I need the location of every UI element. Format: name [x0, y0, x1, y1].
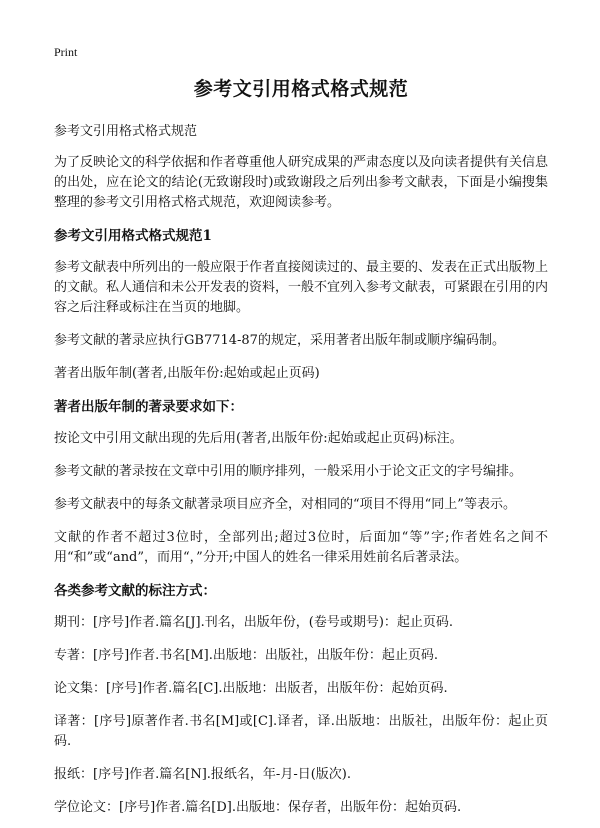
section-1-paragraph-1: 参考文献表中所列出的一般应限于作者直接阅读过的、最主要的、发表在正式出版物上的文献。私人通信和未公开发表的资料，一般不宜列入参考文献表，可紧跟在引用的内容之后注释或标注在当页的地脚。 [54, 260, 549, 315]
section-2-heading: 著者出版年制的著录要求如下： [54, 399, 243, 415]
intro-paragraph: 为了反映论文的科学依据和作者尊重他人研究成果的严肃态度以及向读者提供有关信息的出处，应在论文的结论(无致谢段时)或致谢段之后列出参考文献表，下面是小编搜集整理的参考文引用格式格式规范，欢迎阅读参考。 [54, 155, 549, 210]
print-label: Print [54, 45, 78, 59]
section-2-paragraph-4: 文献的作者不超过3位时，全部列出;超过3位时，后面加“等”字;作者姓名之间不用“和”或“and”，而用“，”分开;中国人的姓名一律采用姓前名后著录法。 [54, 530, 548, 565]
page-title: 参考文引用格式格式规范 [193, 78, 409, 100]
section-2-paragraph-3: 参考文献表中的每条文献著录项目应齐全，对相同的“项目不得用“同上”等表示。 [54, 497, 516, 512]
section-1-heading: 参考文引用格式格式规范1 [54, 228, 212, 244]
citation-format-journal: 期刊：[序号]作者.篇名[J].刊名，出版年份，(卷号或期号)：起止页码. [54, 615, 454, 630]
citation-format-thesis: 学位论文：[序号]作者.篇名[D].出版地：保存者，出版年份：起始页码. [54, 800, 462, 815]
section-2-paragraph-2: 参考文献的著录按在文章中引用的顺序排列，一般采用小于论文正文的字号编排。 [54, 464, 523, 479]
citation-format-translation: 译著：[序号]原著作者.书名[M]或[C].译者，译.出版地：出版社，出版年份：起止页码. [54, 714, 548, 749]
citation-format-proceedings: 论文集：[序号]作者.篇名[C].出版地：出版者，出版年份：起始页码. [54, 681, 448, 696]
citation-format-monograph: 专著：[序号]作者.书名[M].出版地：出版社，出版年份：起止页码. [54, 648, 438, 663]
section-1-paragraph-3: 著者出版年制(著者,出版年份:起始或起止页码) [54, 366, 320, 381]
citation-format-newspaper: 报纸：[序号]作者.篇名[N].报纸名，年-月-日(版次). [54, 767, 351, 782]
section-2-paragraph-1: 按论文中引用文献出现的先后用(著者,出版年份:起始或起止页码)标注。 [54, 431, 463, 446]
section-3-heading: 各类参考文献的标注方式： [54, 583, 216, 599]
section-1-paragraph-2: 参考文献的著录应执行GB7714-87的规定，采用著者出版年制或顺序编码制。 [54, 333, 505, 348]
subtitle: 参考文引用格式格式规范 [54, 124, 198, 139]
